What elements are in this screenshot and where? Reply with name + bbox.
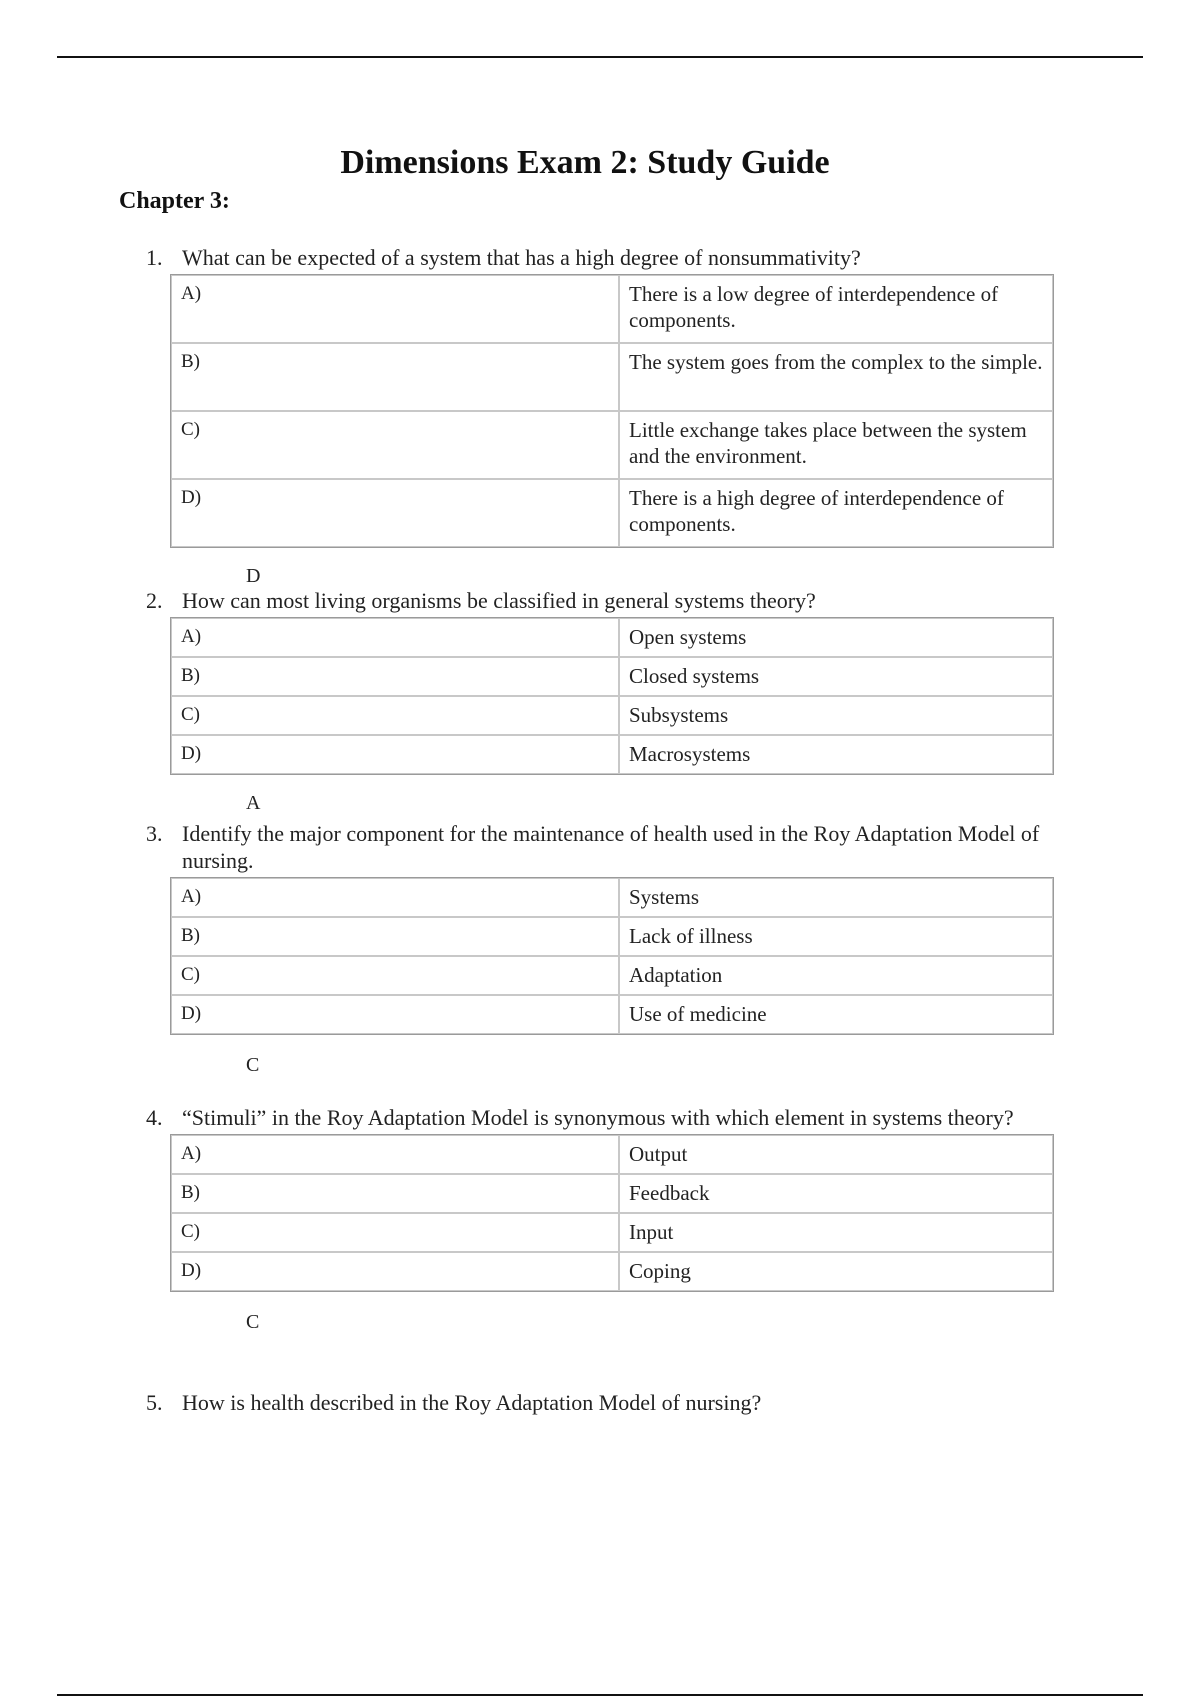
choice-text: There is a low degree of interdependence of components. xyxy=(619,275,1053,343)
choice-text: The system goes from the complex to the simple. xyxy=(619,343,1053,411)
answer-key: C xyxy=(246,1054,260,1076)
question-number: 1. xyxy=(146,245,163,270)
choice-text: Systems xyxy=(619,878,1053,917)
choice-text: Coping xyxy=(619,1252,1053,1291)
question-number: 5. xyxy=(146,1390,163,1415)
question-text: How is health described in the Roy Adaptation Model of nursing? xyxy=(182,1390,762,1415)
choice-letter: A) xyxy=(171,1135,619,1174)
question-number: 3. xyxy=(146,821,163,846)
choice-row xyxy=(171,917,1053,956)
choice-row xyxy=(171,878,1053,917)
choice-text: There is a high degree of interdependence of components. xyxy=(619,479,1053,547)
choice-letter: D) xyxy=(171,479,619,547)
choice-text: Feedback xyxy=(619,1174,1053,1213)
choice-row xyxy=(171,618,1053,657)
answer-key: A xyxy=(246,792,261,814)
page-title: Dimensions Exam 2: Study Guide xyxy=(340,144,830,181)
header-rule xyxy=(57,56,1143,58)
answer-key: D xyxy=(246,565,261,587)
choice-letter: C) xyxy=(171,1213,619,1252)
question-text: Identify the major component for the maintenance of health used in the Roy Adaptation Model of nursing. xyxy=(182,821,1040,873)
choice-row xyxy=(171,1174,1053,1213)
choices-table xyxy=(170,617,1054,775)
choice-text: Input xyxy=(619,1213,1053,1252)
choice-letter: B) xyxy=(171,343,619,411)
choice-letter: D) xyxy=(171,995,619,1034)
choice-row xyxy=(171,995,1053,1034)
choices-table xyxy=(170,1134,1054,1292)
question-text: “Stimuli” in the Roy Adaptation Model is synonymous with which element in systems theory? xyxy=(182,1105,1014,1130)
question-number: 4. xyxy=(146,1105,163,1130)
choice-text: Lack of illness xyxy=(619,917,1053,956)
question-3 xyxy=(146,820,1046,1077)
choice-letter: C) xyxy=(171,411,619,479)
question-2 xyxy=(146,587,1046,815)
choice-row xyxy=(171,696,1053,735)
choice-row xyxy=(171,735,1053,774)
choice-letter: D) xyxy=(171,735,619,774)
choice-text: Subsystems xyxy=(619,696,1053,735)
choice-row xyxy=(171,1213,1053,1252)
choice-row xyxy=(171,657,1053,696)
choice-letter: D) xyxy=(171,1252,619,1291)
choice-text: Macrosystems xyxy=(619,735,1053,774)
choice-row xyxy=(171,1135,1053,1174)
choice-row xyxy=(171,1252,1053,1291)
choices-table xyxy=(170,877,1054,1035)
choices-table xyxy=(170,274,1054,548)
choice-row xyxy=(171,275,1053,343)
choice-row xyxy=(171,479,1053,547)
question-4 xyxy=(146,1104,1046,1334)
choice-text: Little exchange takes place between the system and the environment. xyxy=(619,411,1053,479)
choice-letter: B) xyxy=(171,1174,619,1213)
choice-letter: A) xyxy=(171,878,619,917)
choice-letter: A) xyxy=(171,618,619,657)
choice-row xyxy=(171,956,1053,995)
question-number: 2. xyxy=(146,588,163,613)
choice-text: Open systems xyxy=(619,618,1053,657)
choice-letter: B) xyxy=(171,657,619,696)
choice-letter: B) xyxy=(171,917,619,956)
choice-text: Adaptation xyxy=(619,956,1053,995)
chapter-heading: Chapter 3: xyxy=(119,188,230,214)
question-5 xyxy=(146,1389,1046,1416)
question-1 xyxy=(146,244,1046,588)
answer-key: C xyxy=(246,1311,260,1333)
choice-letter: C) xyxy=(171,696,619,735)
choice-text: Closed systems xyxy=(619,657,1053,696)
choice-letter: A) xyxy=(171,275,619,343)
choice-row xyxy=(171,411,1053,479)
choice-letter: C) xyxy=(171,956,619,995)
question-text: How can most living organisms be classified in general systems theory? xyxy=(182,588,816,613)
question-text: What can be expected of a system that has a high degree of nonsummativity? xyxy=(182,245,861,270)
choice-text: Output xyxy=(619,1135,1053,1174)
footer-rule xyxy=(57,1694,1143,1696)
choice-row xyxy=(171,343,1053,411)
choice-text: Use of medicine xyxy=(619,995,1053,1034)
